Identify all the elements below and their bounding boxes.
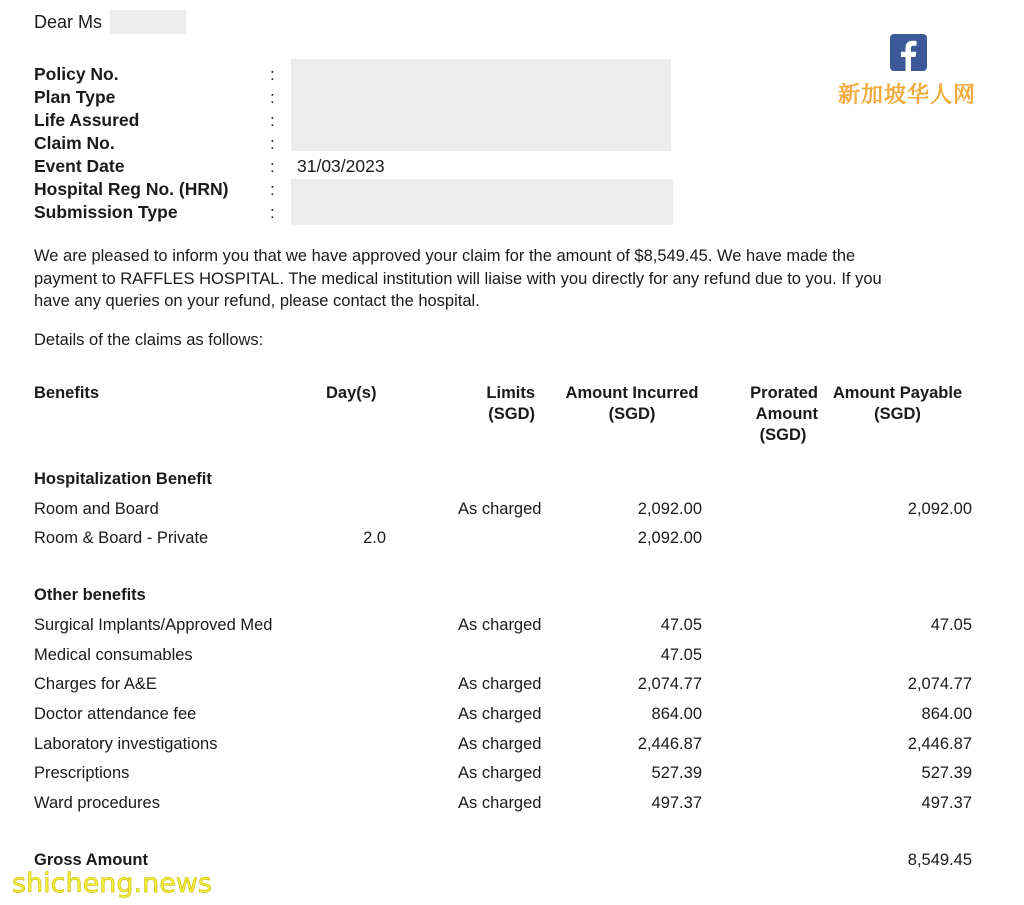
row-limit: As charged <box>458 735 542 753</box>
row-incurred: 527.39 <box>651 764 702 782</box>
row-limit: As charged <box>458 705 542 723</box>
header-incurred-line: Amount Incurred <box>565 384 699 402</box>
row-incurred: 47.05 <box>660 646 702 664</box>
row-benefit: Surgical Implants/Approved Med <box>34 616 273 634</box>
field-colon: : <box>270 180 275 199</box>
row-incurred: 2,092.00 <box>637 529 702 547</box>
row-benefit: Charges for A&E <box>34 675 157 693</box>
header-incurred-line: (SGD) <box>608 405 656 423</box>
section-title-hospitalization: Hospitalization Benefit <box>34 470 212 488</box>
header-amount-payable <box>826 383 969 425</box>
row-limit: As charged <box>458 764 542 782</box>
row-payable: 47.05 <box>930 616 972 634</box>
site-logo-text: 新加坡华人网 <box>838 83 977 108</box>
header-payable-line: Amount Payable <box>832 384 963 402</box>
field-label-submission-type: Submission Type <box>34 202 178 222</box>
event-date-value: 31/03/2023 <box>297 156 385 176</box>
header-amount-incurred <box>556 383 708 425</box>
header-limits <box>430 383 535 425</box>
greeting: Dear Ms <box>34 12 103 32</box>
header-days: Day(s) <box>326 384 377 402</box>
row-benefit: Laboratory investigations <box>34 735 218 753</box>
redacted-name <box>110 10 186 34</box>
row-days: 2.0 <box>363 529 386 547</box>
field-colon: : <box>270 88 275 107</box>
row-payable: 864.00 <box>921 705 972 723</box>
row-benefit: Ward procedures <box>34 794 160 812</box>
field-label-plan-type: Plan Type <box>34 87 116 107</box>
field-label-claim-no: Claim No. <box>34 133 115 153</box>
field-colon: : <box>270 134 275 153</box>
row-payable: 497.37 <box>921 794 972 812</box>
row-benefit: Room & Board - Private <box>34 529 209 547</box>
field-label-policy-no: Policy No. <box>34 64 119 84</box>
row-payable: 2,074.77 <box>907 675 972 693</box>
row-benefit: Prescriptions <box>34 764 130 782</box>
paragraph-line: We are pleased to inform you that we have approved your claim for the amount of $8,549.45. We have made the <box>34 247 856 265</box>
header-limits-line: Limits <box>486 384 535 402</box>
details-intro: Details of the claims as follows: <box>34 331 264 349</box>
row-payable: 2,446.87 <box>907 735 972 753</box>
redacted-hrn-block <box>291 179 673 225</box>
paragraph-line: payment to RAFFLES HOSPITAL. The medical institution will liaise with you directly for any refund due to you. If you <box>34 270 882 288</box>
redacted-policy-block <box>291 59 671 151</box>
field-colon: : <box>270 65 275 84</box>
header-limits-line: (SGD) <box>488 405 535 423</box>
gross-amount-value: 8,549.45 <box>907 851 972 869</box>
watermark-text: shicheng.news <box>12 868 212 899</box>
row-payable: 527.39 <box>921 764 972 782</box>
row-incurred: 497.37 <box>651 794 702 812</box>
facebook-f-icon <box>890 34 927 71</box>
row-limit: As charged <box>458 500 542 518</box>
row-incurred: 47.05 <box>660 616 702 634</box>
field-colon: : <box>270 203 275 222</box>
header-payable-line: (SGD) <box>874 405 921 423</box>
field-label-event-date: Event Date <box>34 156 125 176</box>
row-limit: As charged <box>458 616 542 634</box>
row-incurred: 864.00 <box>651 705 702 723</box>
row-benefit: Doctor attendance fee <box>34 705 197 723</box>
row-limit: As charged <box>458 794 542 812</box>
field-colon: : <box>270 157 275 176</box>
field-colon: : <box>270 111 275 130</box>
row-benefit: Medical consumables <box>34 646 193 664</box>
field-label-hrn: Hospital Reg No. (HRN) <box>34 179 229 199</box>
header-prorated-amount <box>720 383 818 446</box>
paragraph-line: have any queries on your refund, please contact the hospital. <box>34 292 480 310</box>
row-incurred: 2,074.77 <box>637 675 702 693</box>
header-prorated-line: Amount <box>755 405 818 423</box>
row-limit: As charged <box>458 675 542 693</box>
row-incurred: 2,092.00 <box>637 500 702 518</box>
header-prorated-line: (SGD) <box>759 426 807 444</box>
header-prorated-line: Prorated <box>750 384 818 402</box>
row-payable: 2,092.00 <box>907 500 972 518</box>
gross-amount-label: Gross Amount <box>34 851 148 869</box>
field-label-life-assured: Life Assured <box>34 110 140 130</box>
header-benefits: Benefits <box>34 384 100 402</box>
row-benefit: Room and Board <box>34 500 159 518</box>
row-incurred: 2,446.87 <box>637 735 702 753</box>
section-title-other-benefits: Other benefits <box>34 586 146 604</box>
